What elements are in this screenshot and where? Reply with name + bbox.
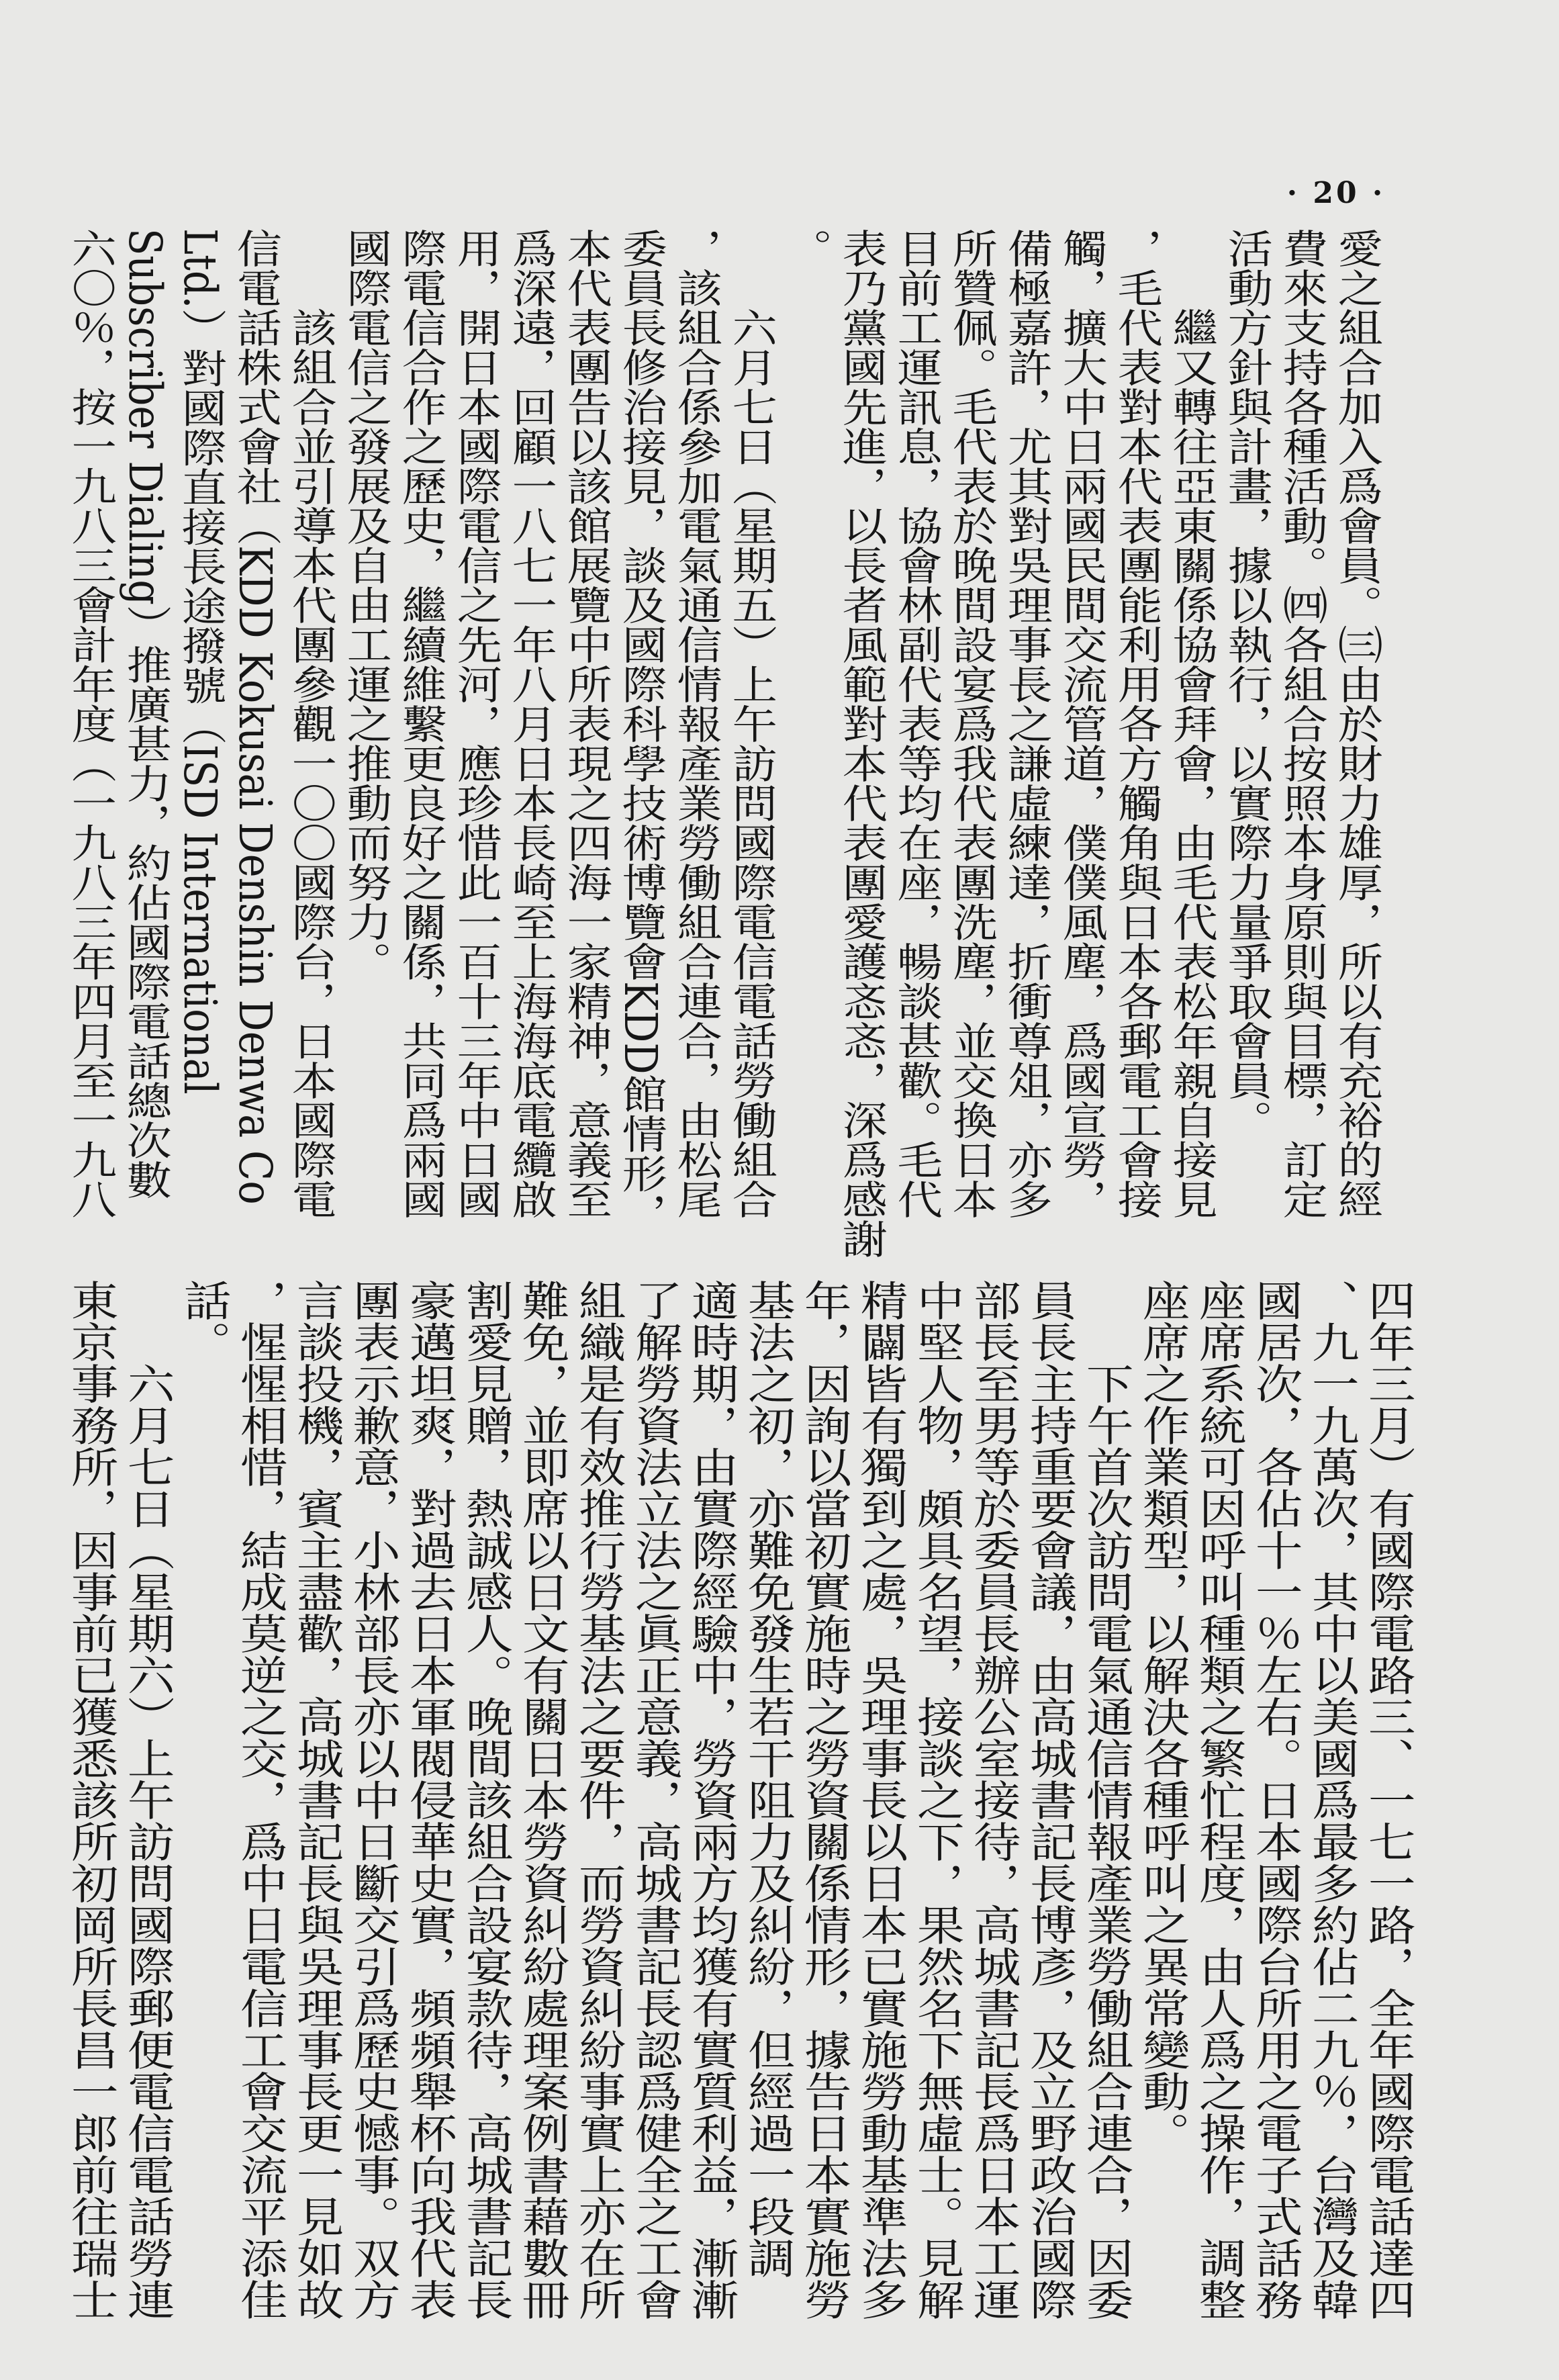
text-column: 、九一九萬次，其中以美國爲最多約佔二九％，台灣及韓 [1303, 1279, 1360, 2320]
upper-text-block [62, 228, 1384, 1263]
text-column: 言談投機，賓主盡歡，高城書記長與吳理事長更一見如故 [288, 1279, 345, 2320]
text-column: 適時期，由實際經驗中，勞資兩方均獲有實質利益，漸漸 [683, 1279, 740, 2320]
text-column: 費來支持各種活動。㈣各組合按照本身原則與目標，訂定 [1275, 228, 1328, 1219]
text-column: 六月七日（星期六）上午訪問國際郵便電信電話勞連 [119, 1363, 176, 2320]
text-column: 組織是有效推行勞基法之要件，而勞資糾紛事實上亦在所 [570, 1279, 627, 2320]
text-column: ，惺惺相惜，結成莫逆之交，爲中日電信工會交流平添佳 [232, 1279, 289, 2320]
text-column: 話。 [175, 1279, 232, 1363]
text-column: Ltd.）對國際直接長途撥號（ISD International [174, 228, 227, 1095]
text-column: 東京事務所，因事前已獲悉該所初岡所長昌一郎前往瑞士 [62, 1279, 120, 2320]
text-column: 信電話株式會社（KDD Kokusai Denshin Denwa Co [229, 228, 282, 1205]
text-column: 委員長修治接見，談及國際科學技術博覽會KDD館情形， [614, 228, 667, 1233]
text-column: 際電信合作之歷史，繼續維繫更良好之關係，共同爲兩國 [394, 228, 447, 1219]
text-column: 四年三月）有國際電路三、一七一路，全年國際電話達四 [1360, 1279, 1417, 2320]
text-column: 活動方針與計畫，據以執行，以實際力量爭取會員。 [1220, 228, 1273, 1140]
text-column: ，該組合係參加電氣通信情報產業勞働組合連合，由松尾 [669, 228, 722, 1219]
text-column: 目前工運訊息，協會林副代表等均在座，暢談甚歡。毛代 [890, 228, 943, 1219]
text-column: 部長至男等於委員長辦公室接待，高城書記長爲日本工運 [965, 1279, 1022, 2320]
text-column: 座席系統可因呼叫種類之繁忙程度，由人爲之操作，調整 [1190, 1279, 1247, 2320]
text-column: 觸，擴大中日兩國民間交流管道，僕僕風塵，爲國宣勞， [1055, 228, 1108, 1219]
text-column: 。 [780, 228, 833, 268]
text-column: 表乃黨國先進，以長者風範對本代表團愛護忞忞，深爲感謝 [835, 228, 888, 1258]
text-column: 中堅人物，頗具名望，接談之下，果然名下無虛士。見解 [908, 1279, 965, 2320]
text-column: 用，開日本國際電信之先河，應珍惜此一百十三年中日國 [449, 228, 502, 1219]
text-column: 難免，並即席以日文有關日本勞資糾紛處理案例書藉數冊 [514, 1279, 571, 2320]
lower-text-block [62, 1279, 1416, 2354]
text-column: 六〇％，按一九八三會計年度（一九八三年四月至一九八 [64, 228, 117, 1219]
text-column: 豪邁坦爽，對過去日本軍閥侵華史實，頻頻舉杯向我代表 [401, 1279, 458, 2320]
text-column: 六月七日（星期五）上午訪問國際電信電話勞働組合 [724, 308, 777, 1219]
text-column: 國際電信之發展及自由工運之推動而努力。 [339, 228, 392, 981]
text-column: 國居次，各佔十一％左右。日本國際台所用之電子式話務 [1247, 1279, 1304, 2320]
text-column: 員長主持重要會議，由高城書記長博彥，及立野政治國際 [1021, 1279, 1078, 2320]
text-column: 該組合並引導本代團參觀一〇〇國際台，日本國際電 [284, 308, 337, 1219]
text-column: 下午首次訪問電氣通信情報產業勞働組合連合，因委 [1078, 1363, 1135, 2320]
text-column: 愛之組合加入爲會員。㈢由於財力雄厚，所以有充裕的經 [1330, 228, 1383, 1219]
text-column: Subscriber Dialing）推廣甚力，約佔國際電話總次數 [119, 228, 172, 1200]
text-column: 座席之作業類型，以解決各種呼叫之異常變動。 [1134, 1279, 1191, 2154]
page-number: · 20 · [1286, 176, 1386, 210]
text-column: 年，因詢以當初實施時之勞資關係情形，據告日本實施勞 [796, 1279, 853, 2320]
text-column: 割愛見贈，熱誠感人。晚間該組合設宴款待，高城書記長 [457, 1279, 514, 2320]
text-column: 爲深遠，回顧一八七一年八月日本長崎至上海海底電纜啟 [504, 228, 557, 1219]
text-column: 團表示歉意，小林部長亦以中日斷交引爲歷史憾事。双方 [344, 1279, 401, 2320]
text-column: 基法之初，亦難免發生若干阻力及糾紛，但經過一段調 [739, 1279, 796, 2279]
text-column: 繼又轉往亞東關係協會拜會，由毛代表松年親自接見 [1165, 308, 1218, 1219]
text-column: 本代表團告以該館展覽中所表現之四海一家精神，意義至 [559, 228, 612, 1219]
text-column: 了解勞資法立法之眞正意義，高城書記長認爲健全之工會 [626, 1279, 683, 2320]
text-column: 精闢皆有獨到之處，吳理事長以日本已實施勞動基準法多 [852, 1279, 909, 2320]
text-column: 備極嘉許，尤其對吳理事長之謙虛練達，折衝尊俎，亦多 [1000, 228, 1053, 1219]
text-column: 所贊佩。毛代表於晚間設宴爲我代表團洗塵，並交換日本 [945, 228, 998, 1219]
text-column: ，毛代表對本代表團能利用各方觸角與日本各郵電工會接 [1110, 228, 1163, 1219]
